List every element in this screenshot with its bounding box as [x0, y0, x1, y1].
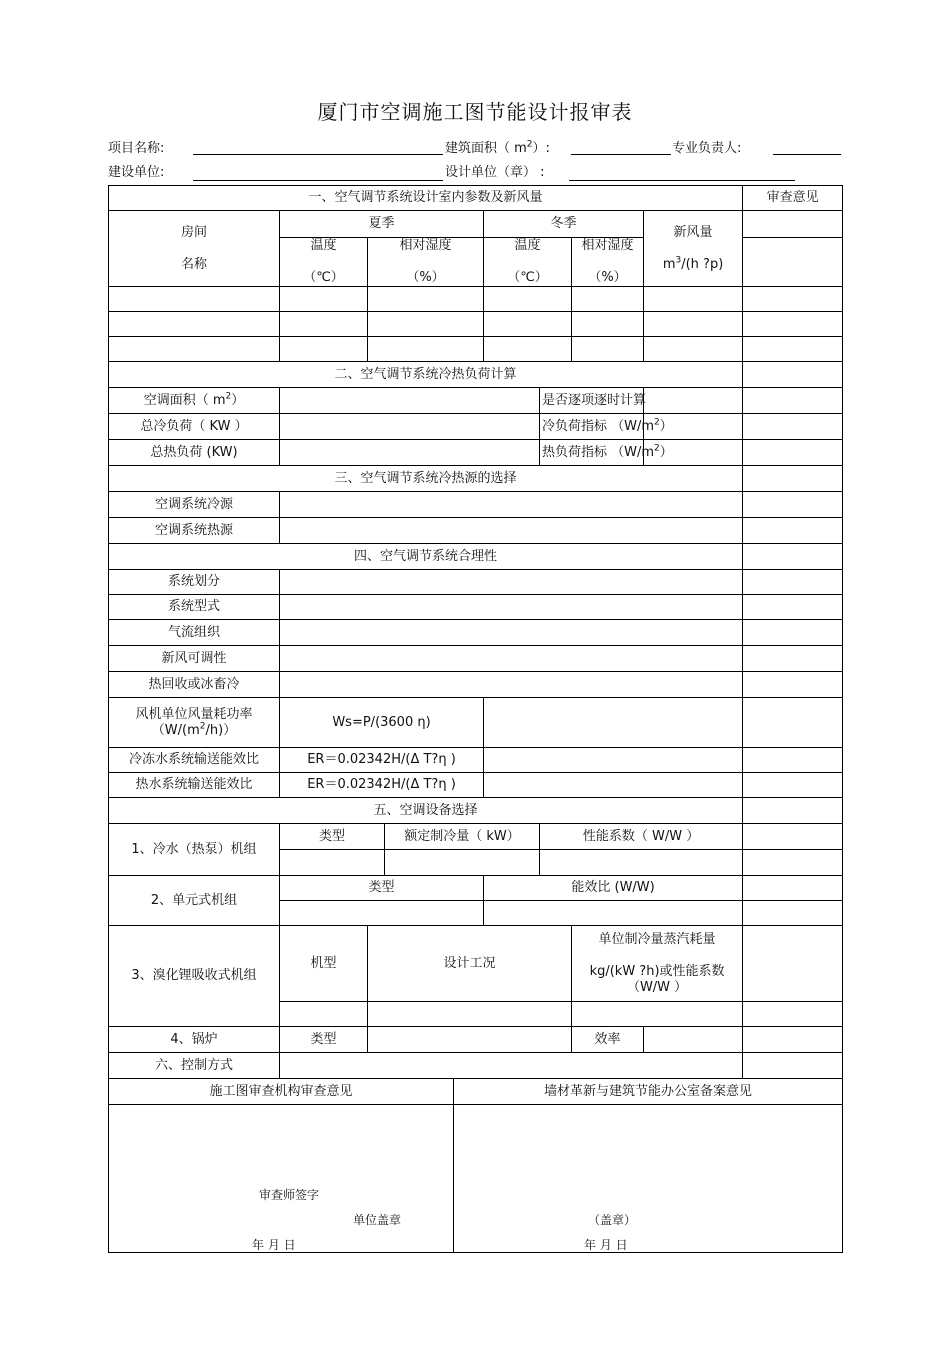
- chw-ratio-value[interactable]: [484, 748, 743, 773]
- data-cell[interactable]: [368, 287, 484, 312]
- designer-field[interactable]: [569, 180, 795, 181]
- eer-header: 能效比 (W/W): [484, 876, 743, 901]
- project-name-field[interactable]: [193, 154, 443, 155]
- data-cell[interactable]: [572, 337, 644, 362]
- review-cell[interactable]: [743, 1002, 843, 1027]
- fan-power-formula: Ws=P/(3600 η): [280, 698, 484, 748]
- review-cell[interactable]: [743, 595, 843, 620]
- review-cell[interactable]: [743, 876, 843, 901]
- data-cell[interactable]: [484, 337, 572, 362]
- cool-load-value[interactable]: [280, 414, 540, 440]
- section-2-title: 二、空气调节系统冷热负荷计算: [109, 362, 743, 388]
- data-cell[interactable]: [484, 312, 572, 337]
- data-cell[interactable]: [280, 287, 368, 312]
- chw-ratio-formula: ER＝0.02342H/(Δ T?η ): [280, 748, 484, 773]
- winter-header: 冬季: [484, 211, 644, 238]
- review-cell[interactable]: [743, 850, 843, 876]
- review-cell[interactable]: [743, 748, 843, 773]
- efficiency-value[interactable]: [644, 1027, 743, 1053]
- chw-ratio-label: 冷冻水系统输送能效比: [109, 748, 280, 773]
- cop-value[interactable]: [540, 850, 743, 876]
- cool-load-label: 总冷负荷（ KW ）: [109, 414, 280, 440]
- cold-source-label: 空调系统冷源: [109, 492, 280, 518]
- review-cell[interactable]: [743, 238, 843, 287]
- review-cell[interactable]: [743, 362, 843, 388]
- winter-rh-header: 相对湿度 （%）: [572, 238, 644, 287]
- data-cell[interactable]: [644, 287, 743, 312]
- section-6-title: 六、控制方式: [109, 1053, 280, 1079]
- boiler-type-value[interactable]: [368, 1027, 572, 1053]
- boiler-label: 4、锅炉: [109, 1027, 280, 1053]
- data-cell[interactable]: [572, 287, 644, 312]
- review-cell[interactable]: [743, 466, 843, 492]
- unitary-label: 2、单元式机组: [109, 876, 280, 926]
- room-name-header: 房间 名称: [109, 211, 280, 287]
- fresh-air-header: 新风量 $m^3/(h$ ?p): [644, 211, 743, 287]
- review-cell[interactable]: [743, 672, 843, 698]
- system-type-value[interactable]: [280, 595, 743, 620]
- airflow-label: 气流组织: [109, 620, 280, 646]
- project-name-label: 项目名称:: [108, 141, 165, 156]
- review-cell[interactable]: [743, 824, 843, 850]
- chiller-type-header: 类型: [280, 824, 385, 850]
- office-header: 墙材革新与建筑节能办公室备案意见: [454, 1079, 843, 1105]
- heat-index-label: 热负荷指标 $(W/m^2)$: [540, 440, 644, 466]
- division-value[interactable]: [280, 570, 743, 595]
- fresh-adj-value[interactable]: [280, 646, 743, 672]
- heat-source-value[interactable]: [280, 518, 743, 544]
- heat-load-label: 总热负荷 (KW): [109, 440, 280, 466]
- data-cell[interactable]: [368, 312, 484, 337]
- review-cell[interactable]: [743, 798, 843, 824]
- review-cell[interactable]: [743, 544, 843, 570]
- review-form: [108, 185, 843, 1253]
- room-cell[interactable]: [109, 312, 280, 337]
- cold-source-value[interactable]: [280, 492, 743, 518]
- design-cond-value[interactable]: [368, 1002, 572, 1027]
- model-header: 机型: [280, 926, 368, 1002]
- review-cell[interactable]: [743, 620, 843, 646]
- heat-recovery-label: 热回收或冰畜冷: [109, 672, 280, 698]
- eer-value[interactable]: [484, 901, 743, 926]
- data-cell[interactable]: [644, 312, 743, 337]
- unit-seal-label: 单位盖章: [353, 1213, 402, 1227]
- review-cell[interactable]: [743, 492, 843, 518]
- division-label: 系统划分: [109, 570, 280, 595]
- lead-label: 专业负责人:: [672, 141, 742, 156]
- lead-field[interactable]: [773, 154, 841, 155]
- build-area-field[interactable]: [571, 154, 671, 155]
- chiller-type-value[interactable]: [280, 850, 385, 876]
- heat-source-label: 空调系统热源: [109, 518, 280, 544]
- designer-label: 设计单位（章） :: [445, 165, 545, 180]
- room-cell[interactable]: [109, 337, 280, 362]
- model-value[interactable]: [280, 1002, 368, 1027]
- review-opinion-header: 审查意见: [743, 186, 843, 211]
- steam-value[interactable]: [572, 1002, 743, 1027]
- office-date: 年 月 日: [584, 1238, 628, 1252]
- review-cell[interactable]: [743, 440, 843, 466]
- reviewer-sign-label: 审查师签字: [259, 1188, 320, 1202]
- data-cell[interactable]: [572, 312, 644, 337]
- data-cell[interactable]: [484, 287, 572, 312]
- data-cell[interactable]: [368, 337, 484, 362]
- ac-area-label: 空调面积（ $m^2$）: [109, 388, 280, 414]
- steam-header: 单位制冷量蒸汽耗量 kg/(kW ?h)或性能系数 （W/W ）: [572, 926, 743, 1002]
- fan-power-value[interactable]: [484, 698, 743, 748]
- review-cell[interactable]: [743, 388, 843, 414]
- summer-header: 夏季: [280, 211, 484, 238]
- room-cell[interactable]: [109, 287, 280, 312]
- review-cell[interactable]: [743, 773, 843, 798]
- review-cell[interactable]: [743, 570, 843, 595]
- cool-index-label: 冷负荷指标 $(W/m^2)$: [540, 414, 644, 440]
- summer-temp-header: 温度 （℃）: [280, 238, 368, 287]
- section-1-title: 一、空气调节系统设计室内参数及新风量: [109, 186, 743, 211]
- design-cond-header: 设计工况: [368, 926, 572, 1002]
- summer-rh-header: 相对湿度 （%）: [368, 238, 484, 287]
- page-title: 厦门市空调施工图节能设计报审表: [317, 100, 633, 124]
- system-type-label: 系统型式: [109, 595, 280, 620]
- review-org-opinion[interactable]: [109, 1105, 454, 1253]
- builder-label: 建设单位:: [108, 165, 165, 180]
- section-3-title: 三、空气调节系统冷热源的选择: [109, 466, 743, 492]
- hw-ratio-formula: ER＝0.02342H/(Δ T?η ): [280, 773, 484, 798]
- fresh-adj-label: 新风可调性: [109, 646, 280, 672]
- review-cell[interactable]: [743, 518, 843, 544]
- airflow-value[interactable]: [280, 620, 743, 646]
- boiler-type-header: 类型: [280, 1027, 368, 1053]
- efficiency-header: 效率: [572, 1027, 644, 1053]
- review-cell[interactable]: [743, 414, 843, 440]
- section-5-title: 五、空调设备选择: [109, 798, 743, 824]
- heat-load-value[interactable]: [280, 440, 540, 466]
- office-opinion[interactable]: [454, 1105, 843, 1253]
- chiller-label: 1、冷水（热泵）机组: [109, 824, 280, 876]
- section-4-title: 四、空气调节系统合理性: [109, 544, 743, 570]
- review-cell[interactable]: [743, 698, 843, 748]
- ac-area-value[interactable]: [280, 388, 540, 414]
- review-date: 年 月 日: [252, 1238, 296, 1252]
- rated-cooling-header: 额定制冷量（ kW）: [385, 824, 540, 850]
- review-cell[interactable]: [743, 1027, 843, 1053]
- review-cell[interactable]: [743, 1053, 843, 1079]
- rated-cooling-value[interactable]: [385, 850, 540, 876]
- per-item-value[interactable]: [644, 388, 743, 414]
- hw-ratio-value[interactable]: [484, 773, 743, 798]
- review-cell[interactable]: [743, 287, 843, 312]
- heat-recovery-value[interactable]: [280, 672, 743, 698]
- review-cell[interactable]: [743, 312, 843, 337]
- review-cell[interactable]: [743, 211, 843, 238]
- review-cell[interactable]: [743, 901, 843, 926]
- unitary-type-header: 类型: [280, 876, 484, 901]
- absorption-label: 3、溴化锂吸收式机组: [109, 926, 280, 1027]
- per-item-label: 是否逐项逐时计算: [540, 388, 644, 414]
- cop-header: 性能系数（ W/W ）: [540, 824, 743, 850]
- unitary-type-value[interactable]: [280, 901, 484, 926]
- review-org-header: 施工图审查机构审查意见: [109, 1079, 454, 1105]
- data-cell[interactable]: [280, 312, 368, 337]
- review-cell[interactable]: [743, 926, 843, 1002]
- winter-temp-header: 温度 （℃）: [484, 238, 572, 287]
- data-cell[interactable]: [280, 337, 368, 362]
- seal-label: （盖章）: [588, 1213, 637, 1227]
- control-mode-value[interactable]: [280, 1053, 743, 1079]
- build-area-label: 建筑面积（ $m^2$）:: [445, 139, 550, 156]
- fan-power-label: 风机单位风量耗功率 $(W/(m^2/h))$: [109, 698, 280, 748]
- builder-field[interactable]: [193, 180, 443, 181]
- hw-ratio-label: 热水系统输送能效比: [109, 773, 280, 798]
- review-cell[interactable]: [743, 337, 843, 362]
- review-cell[interactable]: [743, 646, 843, 672]
- data-cell[interactable]: [644, 337, 743, 362]
